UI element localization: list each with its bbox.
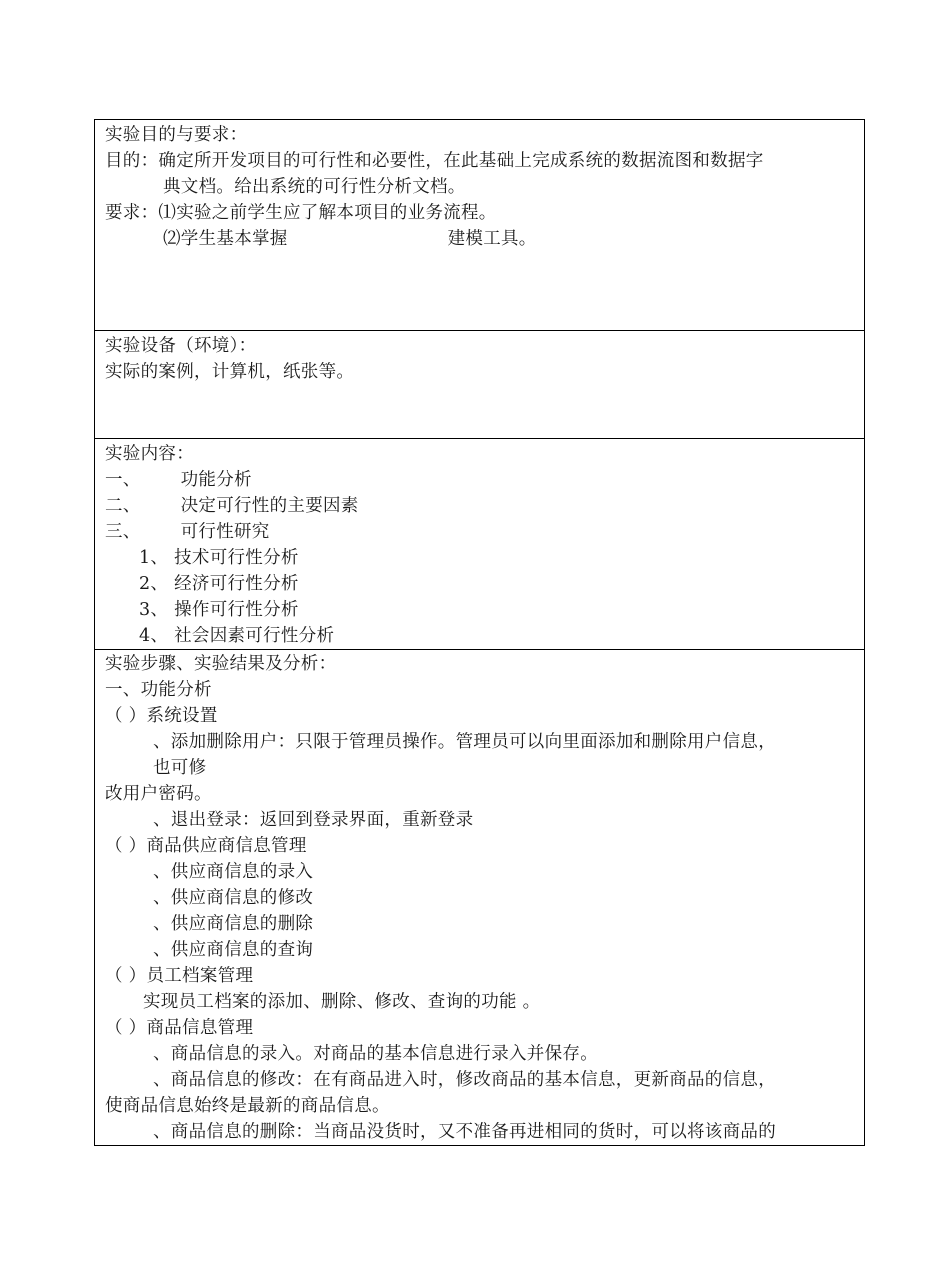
- list-item: [105, 467, 856, 493]
- section-purpose: [95, 120, 864, 331]
- paragraph-line: （ ）商品信息管理: [105, 1018, 254, 1038]
- report-table: [94, 119, 865, 1146]
- paragraph-line: （ ）系统设置: [105, 706, 218, 726]
- purpose-line: [105, 148, 856, 174]
- sub-list-item: [105, 597, 856, 623]
- paragraph-line: 、商品信息的修改：在有商品进入时，修改商品的基本信息，更新商品的信息，: [153, 1070, 776, 1090]
- list-number: 2、: [139, 574, 169, 594]
- paragraph-line: 使商品信息始终是最新的商品信息。: [105, 1096, 390, 1116]
- list-text: 决定可行性的主要因素: [180, 496, 359, 516]
- list-text: 经济可行性分析: [174, 574, 299, 594]
- requirement-2-a: ⑵学生基本掌握: [163, 229, 288, 249]
- paragraph-line: 、商品信息的删除：当商品没货时，又不准备再进相同的货时，可以将该商品的: [153, 1122, 776, 1142]
- list-number: 3、: [139, 600, 169, 620]
- section-content: [95, 439, 864, 650]
- environment-text: 实际的案例，计算机，纸张等。: [105, 362, 355, 382]
- paragraph-line: 、商品信息的录入。对商品的基本信息进行录入并保存。: [153, 1044, 598, 1064]
- list-text: 技术可行性分析: [174, 548, 299, 568]
- section-environment: [95, 331, 864, 439]
- list-number: 一、: [105, 470, 141, 490]
- paragraph-line: 改用户密码。: [105, 784, 212, 804]
- sub-list-item: [105, 571, 856, 597]
- paragraph-line: 、添加删除用户：只限于管理员操作。管理员可以向里面添加和删除用户信息，: [153, 732, 776, 752]
- list-item: [105, 493, 856, 519]
- list-number: 4、: [139, 626, 169, 646]
- sub-list-item: [105, 545, 856, 571]
- list-number: 二、: [105, 496, 141, 516]
- list-text: 操作可行性分析: [174, 600, 299, 620]
- paragraph-line: 、供应商信息的修改: [153, 888, 314, 908]
- requirement-line: [105, 200, 856, 226]
- paragraph-line: 也可修: [153, 758, 207, 778]
- list-item: [105, 519, 856, 545]
- sub-list-item: [105, 623, 856, 649]
- paragraph-line: （ ）商品供应商信息管理: [105, 836, 307, 856]
- requirement-2: [105, 226, 856, 252]
- purpose-label: 目的：: [105, 151, 159, 171]
- paragraph-line: 实现员工档案的添加、删除、修改、查询的功能 。: [143, 992, 541, 1012]
- paragraph-line: 一、功能分析: [105, 680, 212, 700]
- paragraph-line: 、供应商信息的查询: [153, 940, 314, 960]
- list-text: 社会因素可行性分析: [174, 626, 335, 646]
- section-heading: 实验步骤、实验结果及分析：: [105, 654, 337, 674]
- paragraph-line: 、退出登录：返回到登录界面，重新登录: [153, 810, 474, 830]
- section-heading: 实验设备（环境）：: [105, 336, 257, 356]
- list-number: 三、: [105, 522, 141, 542]
- paragraph-line: 、供应商信息的录入: [153, 862, 314, 882]
- list-text: 功能分析: [180, 470, 252, 490]
- section-heading: 实验目的与要求：: [105, 125, 248, 145]
- list-number: 1、: [139, 548, 169, 568]
- section-heading: 实验内容：: [105, 444, 194, 464]
- requirement-2-b: 建模工具。: [447, 229, 537, 249]
- paragraph-line: （ ）员工档案管理: [105, 966, 254, 986]
- requirement-1: ⑴实验之前学生应了解本项目的业务流程。: [158, 203, 497, 223]
- list-text: 可行性研究: [180, 522, 270, 542]
- paragraph-line: 、供应商信息的删除: [153, 914, 314, 934]
- purpose-text: 确定所开发项目的可行性和必要性，在此基础上完成系统的数据流图和数据字: [158, 151, 764, 171]
- purpose-continuation: 典文档。给出系统的可行性分析文档。: [163, 177, 466, 197]
- requirement-label: 要求：: [105, 203, 159, 223]
- section-results: [95, 650, 864, 1145]
